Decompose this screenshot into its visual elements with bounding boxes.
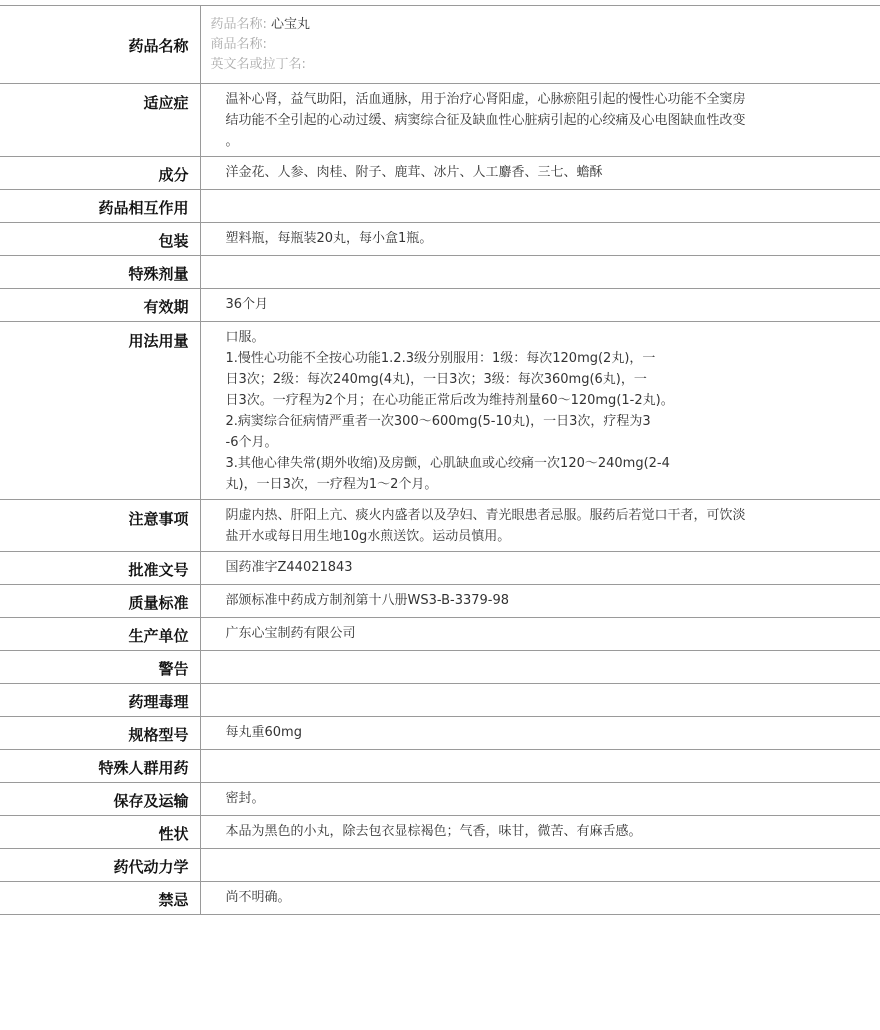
row-usage: 用法用量 口服。 1.慢性心功能不全按心功能1.2.3级分别服用：1级：每次120mg(2丸)，一 日3次；2级：每次240mg(4丸)，一日3次；3级：每次360mg(6丸)，一 日3次。一疗程为2个月；在心功能正常后改为维持剂量60～120mg(1-2丸)。 2.病窦综合征病情严重者一次300～600mg(5-10丸)，一日3次，疗程为3 -6个月。 3.其他心律失常(期外收缩)及房颤，心肌缺血或心绞痛一次120～240mg(2-4 丸)，一日3次，一疗程为1～2个月。 — [0, 322, 880, 500]
row-interactions: 药品相互作用 — [0, 190, 880, 223]
row-specification: 规格型号 每丸重60mg — [0, 717, 880, 750]
toxicology-text — [200, 684, 880, 717]
row-toxicology: 药理毒理 — [0, 684, 880, 717]
manufacturer-text: 广东心宝制药有限公司 — [200, 618, 880, 651]
warning-text — [200, 651, 880, 684]
row-packaging: 包装 塑料瓶，每瓶装20丸，每小盒1瓶。 — [0, 223, 880, 256]
english-name-label: 英文名或拉丁名: — [210, 57, 306, 72]
generic-name-value: 心宝丸 — [271, 17, 311, 32]
row-pharmacokinetics: 药代动力学 — [0, 849, 880, 882]
row-appearance: 性状 本品为黑色的小丸，除去包衣显棕褐色；气香，味甘，微苦、有麻舌感。 — [0, 816, 880, 849]
standard-text: 部颁标准中药成方制剂第十八册WS3-B-3379-98 — [200, 585, 880, 618]
approval-text: 国药准字Z44021843 — [200, 552, 880, 585]
row-shelf-life: 有效期 36个月 — [0, 289, 880, 322]
row-special-dosage: 特殊剂量 — [0, 256, 880, 289]
row-approval: 批准文号 国药准字Z44021843 — [0, 552, 880, 585]
special-dosage-text — [200, 256, 880, 289]
row-standard: 质量标准 部颁标准中药成方制剂第十八册WS3-B-3379-98 — [0, 585, 880, 618]
row-warning: 警告 — [0, 651, 880, 684]
special-groups-text — [200, 750, 880, 783]
interactions-text — [200, 190, 880, 223]
usage-text: 口服。 1.慢性心功能不全按心功能1.2.3级分别服用：1级：每次120mg(2丸)，一 日3次；2级：每次240mg(4丸)，一日3次；3级：每次360mg(6丸)，一 日3次。一疗程为2个月；在心功能正常后改为维持剂量60～120mg(1-2丸)。 2.病窦综合征病情严重者一次300～600mg(5-10丸)，一日3次，疗程为3 -6个月。 3.其他心律失常(期外收缩)及房颤，心肌缺血或心绞痛一次120～240mg(2-4 丸)，一日3次，一疗程为1～2个月。 — [200, 322, 880, 500]
drug-name-block — [201, 6, 791, 75]
row-label: 药品名称 — [0, 6, 200, 84]
ingredients-text: 洋金花、人参、肉桂、附子、鹿茸、冰片、人工麝香、三七、蟾酥 — [200, 157, 880, 190]
indication-text: 温补心肾，益气助阳，活血通脉，用于治疗心肾阳虚，心脉瘀阻引起的慢性心功能不全窦房 结功能不全引起的心动过缓、病窦综合征及缺血性心脏病引起的心绞痛及心电图缺血性改变 。 — [200, 84, 880, 157]
contraindications-text: 尚不明确。 — [200, 882, 880, 915]
appearance-text: 本品为黑色的小丸，除去包衣显棕褐色；气香，味甘，微苦、有麻舌感。 — [200, 816, 880, 849]
precautions-text: 阴虚内热、肝阳上亢、痰火内盛者以及孕妇、青光眼患者忌服。服药后若觉口干者，可饮淡 盐开水或每日用生地10g水煎送饮。运动员慎用。 — [200, 500, 880, 552]
generic-name-label: 药品名称: — [210, 17, 267, 32]
row-storage: 保存及运输 密封。 — [0, 783, 880, 816]
shelf-life-text: 36个月 — [200, 289, 880, 322]
storage-text: 密封。 — [200, 783, 880, 816]
packaging-text: 塑料瓶，每瓶装20丸，每小盒1瓶。 — [200, 223, 880, 256]
drug-info-table — [0, 5, 880, 915]
specification-text: 每丸重60mg — [200, 717, 880, 750]
row-drug-name — [0, 6, 880, 84]
row-manufacturer: 生产单位 广东心宝制药有限公司 — [0, 618, 880, 651]
row-indication: 适应症 温补心肾，益气助阳，活血通脉，用于治疗心肾阳虚，心脉瘀阻引起的慢性心功能不全窦房 结功能不全引起的心动过缓、病窦综合征及缺血性心脏病引起的心绞痛及心电图缺血性改变 。 — [0, 84, 880, 157]
pharmacokinetics-text — [200, 849, 880, 882]
row-contraindications: 禁忌 尚不明确。 — [0, 882, 880, 915]
row-ingredients: 成分 洋金花、人参、肉桂、附子、鹿茸、冰片、人工麝香、三七、蟾酥 — [0, 157, 880, 190]
trade-name-label: 商品名称: — [210, 37, 267, 52]
row-precautions: 注意事项 阴虚内热、肝阳上亢、痰火内盛者以及孕妇、青光眼患者忌服。服药后若觉口干者，可饮淡 盐开水或每日用生地10g水煎送饮。运动员慎用。 — [0, 500, 880, 552]
row-special-groups: 特殊人群用药 — [0, 750, 880, 783]
